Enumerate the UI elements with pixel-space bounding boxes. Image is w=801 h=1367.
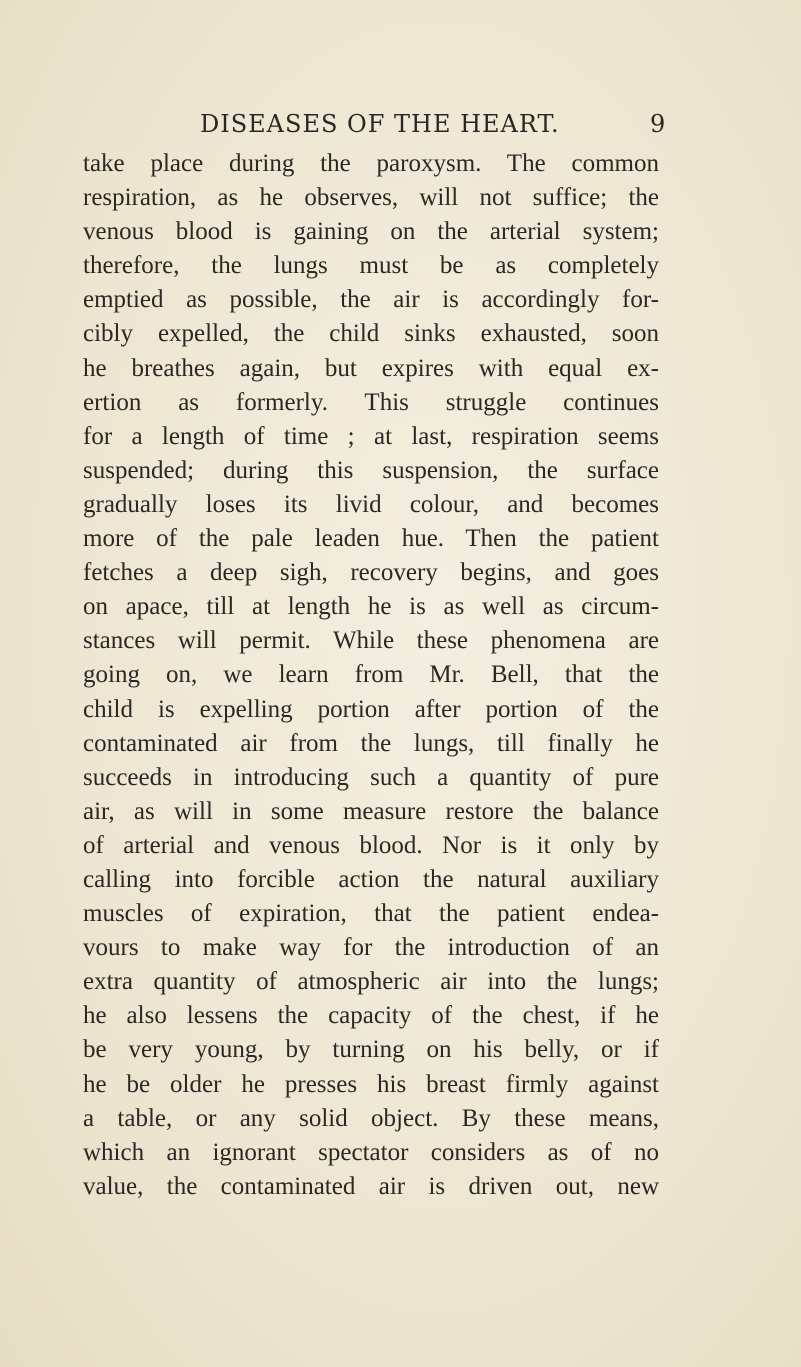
text-line: take place during the paroxysm. The common [83, 150, 659, 177]
text-line: air, as will in some measure restore the balance [83, 797, 659, 825]
page-header [200, 110, 670, 150]
text-line: child is expelling portion after portion of the [83, 695, 659, 723]
text-line: muscles of expiration, that the patient endea- [83, 900, 659, 928]
text-line: he be older he presses his breast firmly against [83, 1070, 659, 1098]
text-line: more of the pale leaden hue. Then the patient [83, 525, 659, 553]
text-line: cibly expelled, the child sinks exhausted, soon [83, 320, 659, 348]
text-line: going on, we learn from Mr. Bell, that the [83, 661, 659, 689]
text-line: therefore, the lungs must be as completely [83, 252, 659, 280]
running-title: DISEASES OF THE HEART. [200, 110, 560, 138]
text-line: stances will permit. While these phenomena are [83, 627, 659, 655]
text-line: he also lessens the capacity of the chest, if he [83, 1002, 659, 1030]
text-line: gradually loses its livid colour, and becomes [83, 490, 659, 518]
text-line: fetches a deep sigh, recovery begins, and goes [83, 559, 659, 587]
text-line: succeeds in introducing such a quantity of pure [83, 763, 659, 791]
text-line: be very young, by turning on his belly, or if [83, 1036, 659, 1064]
text-line: calling into forcible action the natural auxiliary [83, 865, 659, 893]
text-line: ertion as formerly. This struggle continues [83, 388, 659, 416]
text-line: of arterial and venous blood. Nor is it only by [83, 831, 659, 859]
body-text [83, 147, 659, 1204]
text-line: for a length of time ; at last, respiration seems [83, 422, 659, 450]
text-line: he breathes again, but expires with equal ex- [83, 354, 659, 382]
text-line: vours to make way for the introduction of an [83, 934, 659, 962]
text-line: venous blood is gaining on the arterial system; [83, 218, 659, 246]
text-line: emptied as possible, the air is accordingly for- [83, 286, 659, 314]
text-line: a table, or any solid object. By these means, [83, 1104, 659, 1132]
text-line: suspended; during this suspension, the surface [83, 456, 659, 484]
text-line: extra quantity of atmospheric air into the lungs; [83, 968, 659, 996]
text-line: which an ignorant spectator considers as of no [83, 1138, 659, 1166]
text-line: value, the contaminated air is driven out, new [83, 1172, 659, 1200]
text-line: respiration, as he observes, will not suffice; the [83, 184, 659, 212]
text-line: contaminated air from the lungs, till finally he [83, 729, 659, 757]
page-number: 9 [650, 110, 667, 138]
text-line: on apace, till at length he is as well as circum- [83, 593, 659, 621]
